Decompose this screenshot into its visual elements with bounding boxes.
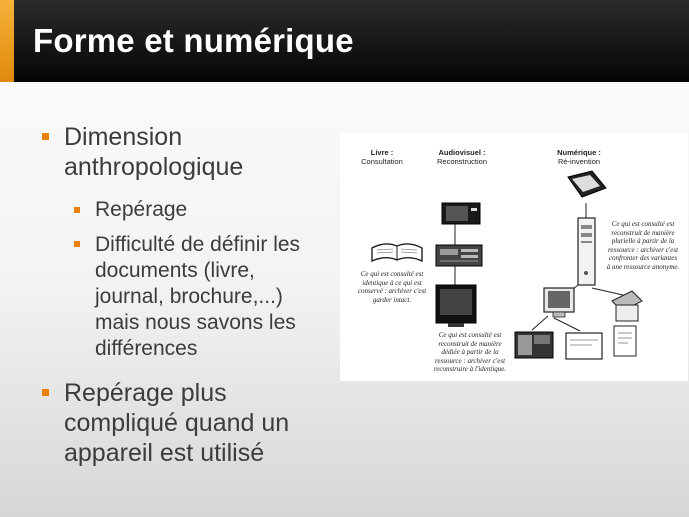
bullet-reperage-complique: [64, 378, 334, 468]
label-sub: Consultation: [361, 157, 403, 166]
tower-icon: [578, 218, 595, 285]
note-line: plurielle à partir de la: [611, 237, 675, 245]
bullet-line: journal, brochure,...): [95, 285, 283, 308]
label-sub: Ré-invention: [557, 157, 601, 166]
label-head: Audiovisuel :: [438, 148, 486, 157]
slide-title: Forme et numérique: [33, 22, 354, 59]
printer-icon: [612, 291, 642, 321]
note-line: confronter des variantes: [608, 254, 678, 262]
bullet-line: appareil est utilisé: [64, 439, 265, 467]
vcr-icon: [436, 245, 482, 266]
note-line: identique à ce qui est: [362, 278, 422, 287]
sub-bullet-marker: [74, 241, 80, 247]
title-bar: [0, 0, 689, 82]
figure-media-types: [340, 133, 688, 381]
small-tv-icon: [442, 203, 480, 224]
label-livre: [356, 148, 408, 166]
note-line: dédiée à partir de la: [441, 348, 499, 356]
note-line: Ce qui est consulté est: [611, 220, 675, 228]
note-line: reconstruit de manière: [611, 228, 675, 237]
bullet-line: mais nous savons les: [95, 311, 296, 334]
note-livre: [352, 270, 432, 304]
bullet-line: différences: [95, 337, 198, 360]
bullet-line: documents (livre,: [95, 259, 255, 282]
note-numerique: [600, 220, 686, 271]
note-line: reconstruire à l'identique.: [433, 365, 507, 373]
scanner-icon: [568, 171, 606, 197]
note-line: ressource : archiver c'est: [607, 245, 679, 254]
label-audiovisuel: [432, 148, 492, 166]
bullet-line: Dimension: [64, 123, 183, 151]
bullet-line: Repérage plus: [64, 379, 227, 407]
bullet-line: compliqué quand un: [64, 409, 290, 437]
label-sub: Reconstruction: [436, 157, 488, 166]
sub-bullet-reperage: Repérage: [95, 198, 188, 221]
note-line: garder intact.: [372, 295, 412, 304]
label-head: Numérique :: [557, 148, 601, 157]
note-line: Ce qui est consulté est: [360, 270, 424, 278]
note-line: Ce qui est consulté est: [438, 331, 502, 339]
big-tv-icon: [436, 285, 476, 327]
note-line: ressource : archiver c'est: [434, 356, 506, 365]
label-numerique: [546, 148, 612, 166]
sub-bullet-marker: [74, 207, 80, 213]
bullet-line: Difficulté de définir les: [95, 233, 301, 256]
title-accent: [0, 0, 14, 82]
bullet-dimension: [64, 122, 324, 182]
bullet-marker: [42, 133, 49, 140]
note-audiovisuel: [426, 331, 514, 374]
bullet-marker: [42, 389, 49, 396]
monitor-icon: [544, 288, 574, 317]
book-icon: [372, 244, 422, 261]
screen-thumbnails: [515, 326, 636, 359]
bullet-line: anthropologique: [64, 153, 244, 181]
sub-bullet-difficulte: [95, 232, 340, 362]
label-head: Livre :: [370, 148, 394, 157]
note-line: reconstruit de manière: [438, 339, 502, 348]
note-line: à une ressource anonyme.: [606, 262, 680, 271]
note-line: conservé : archiver c'est: [357, 287, 427, 295]
